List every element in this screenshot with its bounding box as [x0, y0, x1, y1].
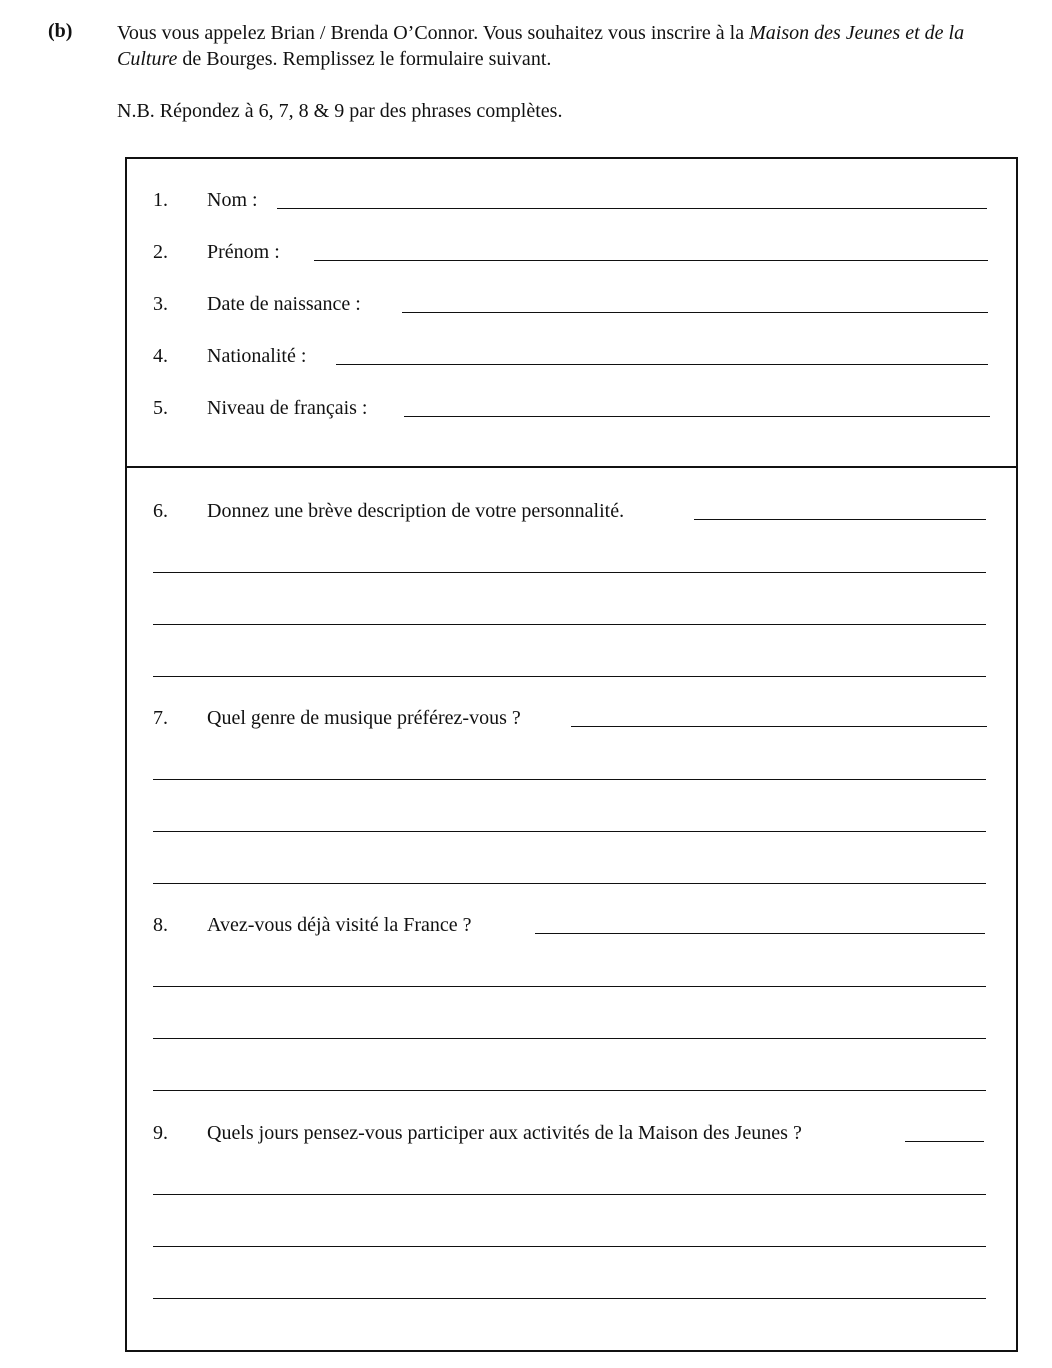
field-date-de-naissance [127, 291, 1016, 321]
instruction-text [117, 20, 997, 72]
field-label-nom: Nom : [207, 189, 258, 211]
section-divider [127, 466, 1016, 468]
question-9-first-line[interactable] [905, 1141, 984, 1142]
question-7-text: Quel genre de musique préférez-vous ? [207, 707, 521, 729]
field-nom [127, 187, 1016, 217]
question-7-answer-line[interactable] [153, 831, 986, 832]
field-prenom [127, 239, 1016, 269]
date-de-naissance-write-line[interactable] [402, 312, 988, 313]
niveau-de-francais-write-line[interactable] [404, 416, 990, 417]
nationalite-write-line[interactable] [336, 364, 988, 365]
question-number: 6. [153, 500, 168, 522]
field-niveau-de-francais [127, 395, 1016, 425]
question-6-answer-line[interactable] [153, 624, 986, 625]
registration-form [125, 157, 1018, 1352]
field-number: 2. [153, 241, 168, 263]
field-label-nationalite: Nationalité : [207, 345, 307, 367]
question-8-first-line[interactable] [535, 933, 985, 934]
question-number: 9. [153, 1122, 168, 1144]
instruction-text-start: Vous vous appelez Brian / Brenda O’Connor. Vous souhaitez vous inscrire à la [117, 22, 750, 44]
question-9-text: Quels jours pensez-vous participer aux activités de la Maison des Jeunes ? [207, 1122, 802, 1144]
question-9-answer-line[interactable] [153, 1194, 986, 1195]
question-6 [127, 498, 1016, 528]
question-6-answer-line[interactable] [153, 676, 986, 677]
question-8-answer-line[interactable] [153, 986, 986, 987]
question-8-answer-line[interactable] [153, 1090, 986, 1091]
question-6-answer-line[interactable] [153, 572, 986, 573]
institution-name: Maison des Jeunes et de la Culture [117, 22, 965, 70]
question-8-answer-line[interactable] [153, 1038, 986, 1039]
question-7-first-line[interactable] [571, 726, 987, 727]
field-number: 5. [153, 397, 168, 419]
question-7-answer-line[interactable] [153, 779, 986, 780]
question-6-text: Donnez une brève description de votre personnalité. [207, 500, 625, 522]
question-9 [127, 1120, 1016, 1150]
question-7 [127, 705, 1016, 735]
question-9-answer-line[interactable] [153, 1246, 986, 1247]
question-8 [127, 912, 1016, 942]
nb-note: N.B. Répondez à 6, 7, 8 & 9 par des phrases complètes. [117, 100, 563, 122]
question-8-text: Avez-vous déjà visité la France ? [207, 914, 472, 936]
field-number: 3. [153, 293, 168, 315]
field-nationalite [127, 343, 1016, 373]
part-label: (b) [48, 20, 73, 42]
field-label-prenom: Prénom : [207, 241, 280, 263]
nom-write-line[interactable] [277, 208, 987, 209]
question-6-first-line[interactable] [694, 519, 986, 520]
field-number: 1. [153, 189, 168, 211]
field-label-date-de-naissance: Date de naissance : [207, 293, 361, 315]
question-9-answer-line[interactable] [153, 1298, 986, 1299]
question-number: 7. [153, 707, 168, 729]
instruction-text-end: de Bourges. Remplissez le formulaire suivant. [177, 48, 552, 70]
field-number: 4. [153, 345, 168, 367]
question-number: 8. [153, 914, 168, 936]
prenom-write-line[interactable] [314, 260, 988, 261]
field-label-niveau-de-francais: Niveau de français : [207, 397, 368, 419]
question-7-answer-line[interactable] [153, 883, 986, 884]
